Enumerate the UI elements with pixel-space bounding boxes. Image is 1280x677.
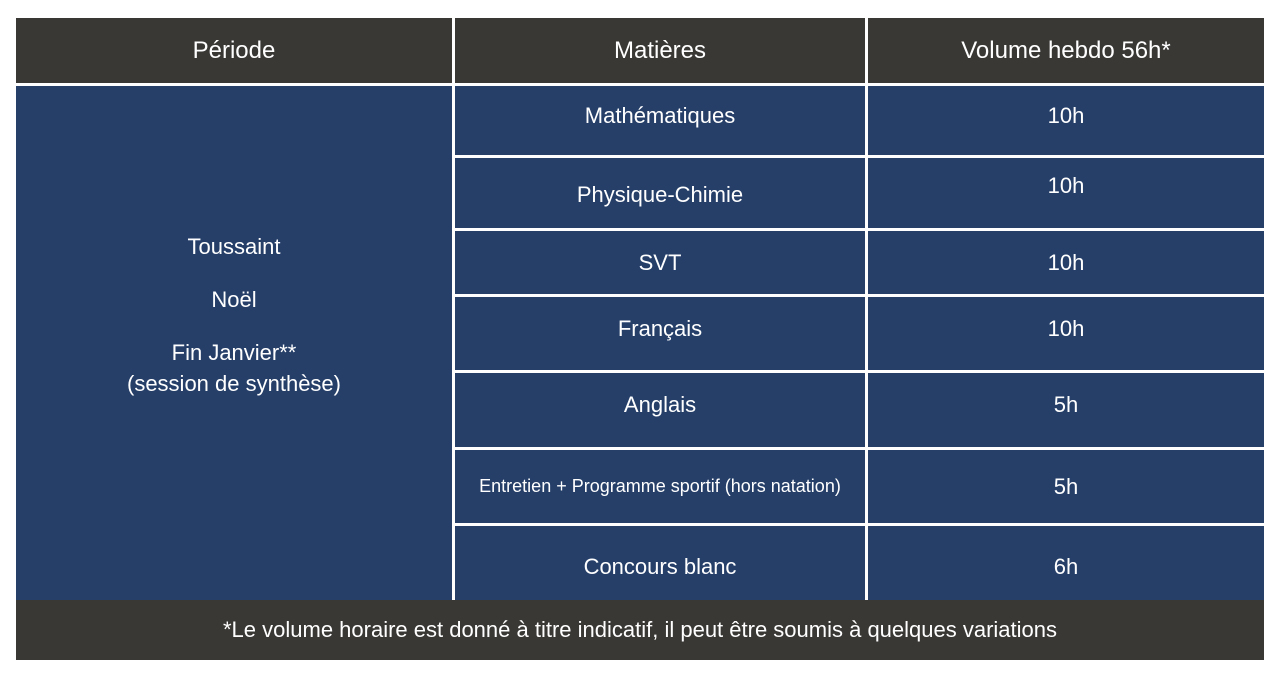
volume-value: 5h [1053, 392, 1079, 417]
footnote-bar [16, 600, 1264, 660]
subject-label: SVT [638, 249, 682, 275]
header-volume [868, 18, 1264, 83]
period-cell [16, 86, 452, 600]
subject-row-3 [455, 231, 865, 294]
subject-label: Français [617, 315, 703, 341]
header-period [16, 18, 452, 83]
subject-row-4 [455, 297, 865, 370]
volume-row-2 [868, 158, 1264, 228]
volume-row-5 [868, 373, 1264, 447]
volume-value: 10h [1047, 249, 1085, 275]
period-session-synthese: (session de synthèse) [127, 371, 341, 396]
subject-label: Anglais [623, 392, 697, 417]
period-toussaint: Toussaint [187, 234, 281, 259]
subject-row-6 [455, 450, 865, 523]
volume-value: 6h [1053, 554, 1079, 579]
volume-row-6 [868, 450, 1264, 523]
header-subjects [455, 18, 865, 83]
subject-label: Mathématiques [584, 102, 736, 128]
volume-value: 10h [1047, 315, 1085, 341]
header-period-label: Période [192, 36, 276, 64]
volume-row-3 [868, 231, 1264, 294]
subject-label: Physique-Chimie [576, 182, 744, 207]
footnote-text: *Le volume horaire est donné à titre indicatif, il peut être soumis à quelques variations [222, 617, 1058, 642]
volume-value: 5h [1053, 473, 1079, 499]
subject-label: Concours blanc [583, 554, 737, 579]
volume-value: 10h [1047, 173, 1085, 198]
volume-row-7 [868, 526, 1264, 600]
period-noel: Noël [211, 287, 257, 312]
header-volume-label: Volume hebdo 56h* [961, 36, 1171, 64]
volume-row-4 [868, 297, 1264, 370]
volume-value: 10h [1047, 102, 1085, 128]
subject-label: Entretien + Programme sportif (hors natation) [479, 476, 841, 496]
period-fin-janvier: Fin Janvier** [171, 340, 297, 365]
volume-row-1 [868, 86, 1264, 155]
subject-row-2 [455, 158, 865, 228]
subject-row-5 [455, 373, 865, 447]
header-subjects-label: Matières [613, 36, 707, 64]
subject-row-7 [455, 526, 865, 600]
subject-row-1 [455, 86, 865, 155]
